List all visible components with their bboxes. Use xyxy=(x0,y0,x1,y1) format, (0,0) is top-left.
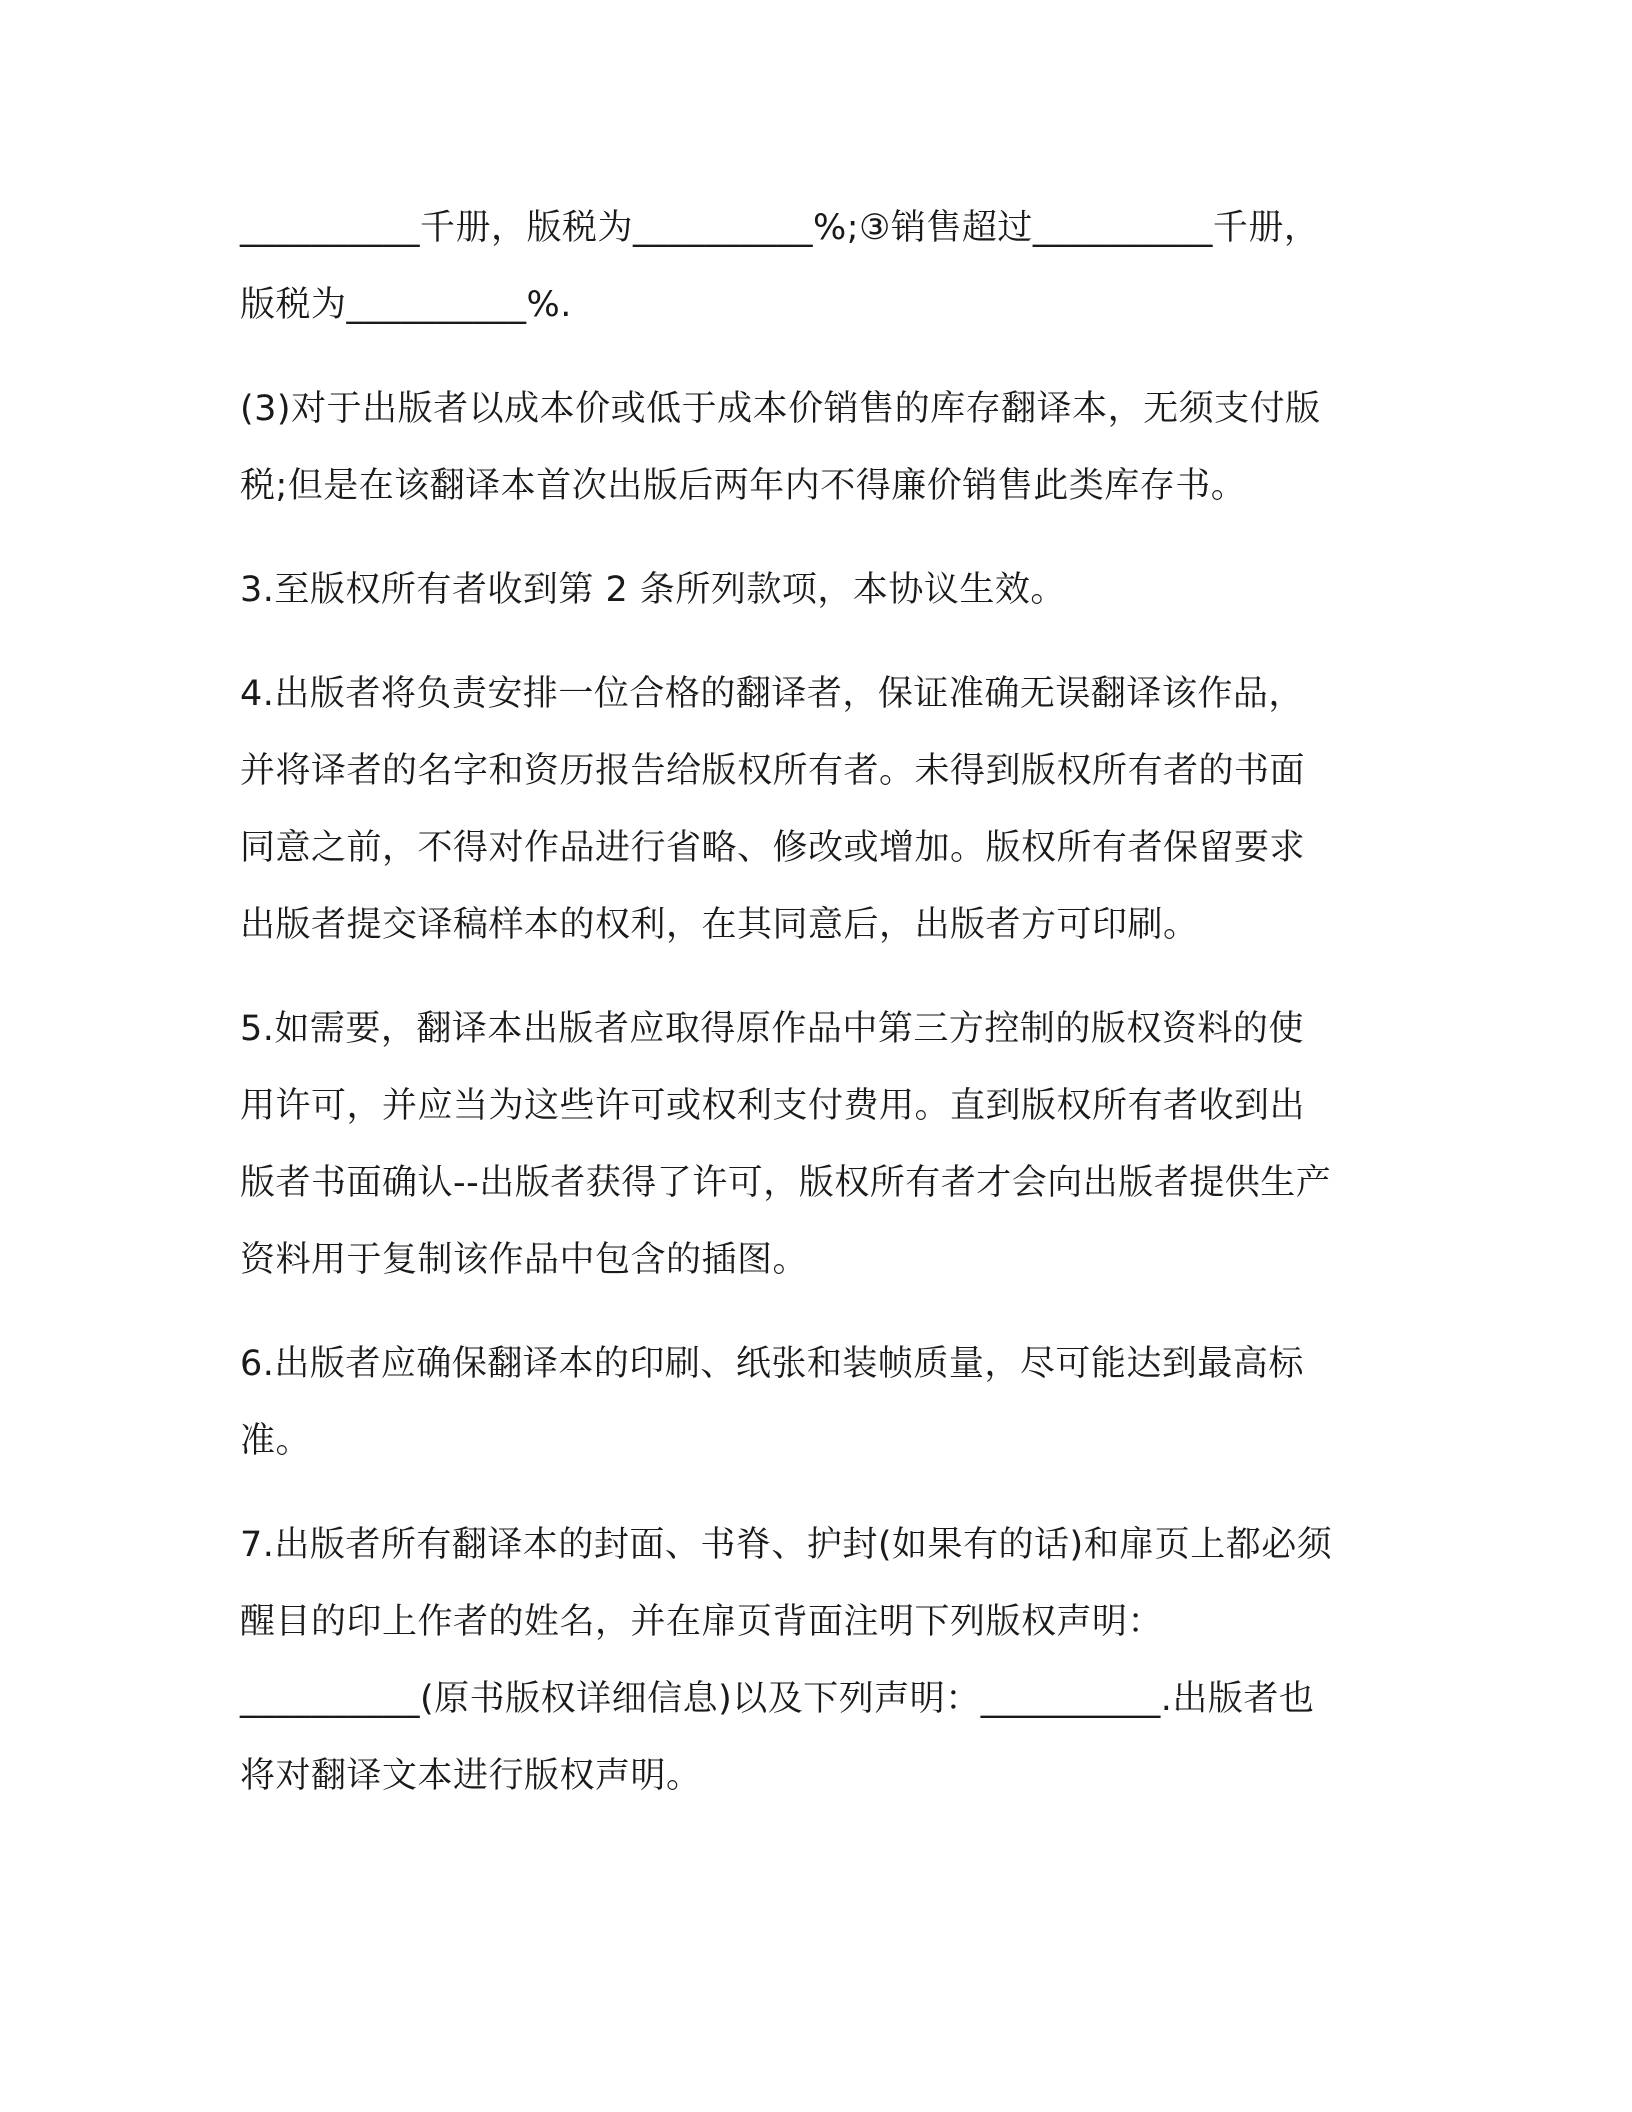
text-line: 出版者提交译稿样本的权利，在其同意后，出版者方可印刷。 xyxy=(240,905,1199,945)
text-line: 同意之前，不得对作品进行省略、修改或增加。版权所有者保留要求 xyxy=(240,828,1306,868)
text-line: 版税为__________%. xyxy=(240,285,572,325)
text-line: 醒目的印上作者的姓名，并在扉页背面注明下列版权声明： xyxy=(240,1602,1164,1642)
text-line: 6.出版者应确保翻译本的印刷、纸张和装帧质量，尽可能达到最高标 xyxy=(240,1344,1304,1384)
text-line: 3.至版权所有者收到第 2 条所列款项，本协议生效。 xyxy=(240,570,1066,610)
text-line: 资料用于复制该作品中包含的插图。 xyxy=(240,1240,809,1280)
text-line: __________千册，版税为__________%;③销售超过__________千册， xyxy=(240,208,1320,248)
text-line: 版者书面确认--出版者获得了许可，版权所有者才会向出版者提供生产 xyxy=(240,1163,1332,1203)
text-line: 5.如需要，翻译本出版者应取得原作品中第三方控制的版权资料的使 xyxy=(240,1009,1304,1049)
paragraph-royalty-tiers xyxy=(240,190,1400,344)
paragraph-clause-7 xyxy=(240,1507,1400,1815)
paragraph-clause-6 xyxy=(240,1326,1400,1480)
text-line: (3)对于出版者以成本价或低于成本价销售的库存翻译本，无须支付版 xyxy=(240,389,1321,429)
text-line: 7.出版者所有翻译本的封面、书脊、护封(如果有的话)和扉页上都必须 xyxy=(240,1525,1333,1565)
text-line: 税;但是在该翻译本首次出版后两年内不得廉价销售此类库存书。 xyxy=(240,466,1247,506)
document-page xyxy=(240,190,1400,1842)
text-line: __________(原书版权详细信息)以及下列声明：__________.出版者也 xyxy=(240,1679,1315,1719)
text-line: 将对翻译文本进行版权声明。 xyxy=(240,1756,702,1796)
paragraph-clause-5 xyxy=(240,991,1400,1299)
text-line: 用许可，并应当为这些许可或权利支付费用。直到版权所有者收到出 xyxy=(240,1086,1306,1126)
paragraph-clause-4 xyxy=(240,656,1400,964)
paragraph-clause-3 xyxy=(240,552,1400,629)
text-line: 并将译者的名字和资历报告给版权所有者。未得到版权所有者的书面 xyxy=(240,751,1306,791)
text-line: 4.出版者将负责安排一位合格的翻译者，保证准确无误翻译该作品， xyxy=(240,674,1304,714)
text-line: 准。 xyxy=(240,1421,312,1461)
paragraph-clause-2-3 xyxy=(240,371,1400,525)
